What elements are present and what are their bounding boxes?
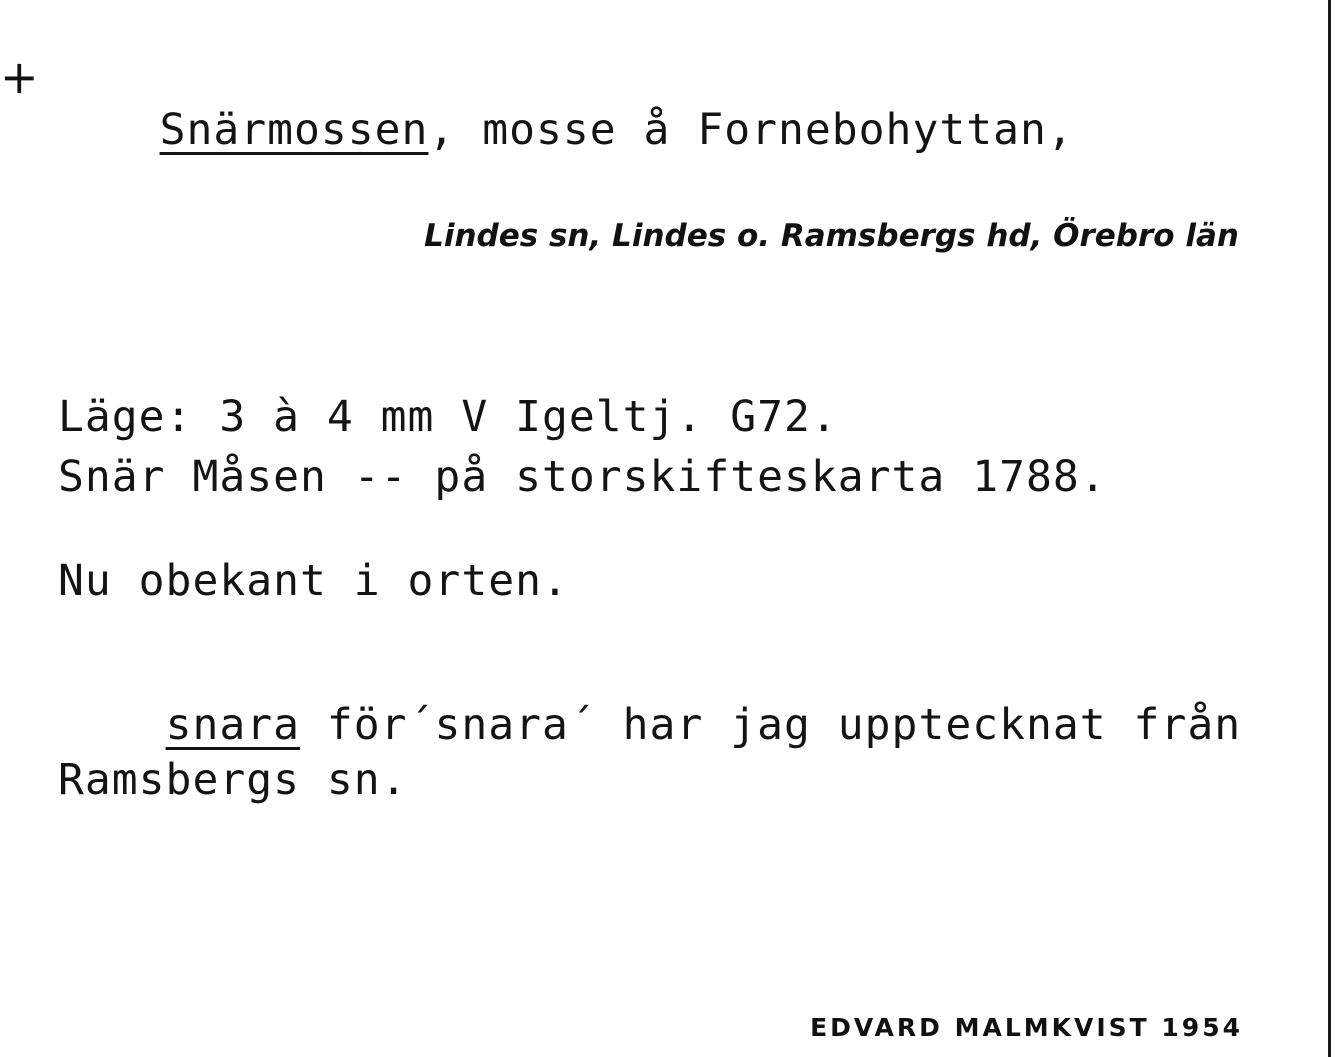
body-line-4-rest: för´snara´ har jag upptecknat från — [300, 700, 1242, 750]
body-line-5: Ramsbergs sn. — [58, 755, 408, 805]
signature: EDVARD MALMKVIST 1954 — [810, 1013, 1243, 1042]
card-heading — [52, 55, 1074, 205]
cross-mark: + — [0, 50, 39, 104]
card-edge-line — [1328, 0, 1331, 1057]
body-line-3: Nu obekant i orten. — [58, 556, 569, 606]
place-line: Lindes sn, Lindes o. Ramsbergs hd, Örebro län — [424, 218, 1239, 254]
headword: Snärmossen — [159, 105, 429, 155]
heading-rest: , mosse å Fornebohyttan, — [428, 105, 1074, 155]
body-line-2: Snär Måsen -- på storskifteskarta 1788. — [58, 452, 1107, 502]
body-line-1: Läge: 3 à 4 mm V Igeltj. G72. — [58, 392, 838, 442]
underlined-word: snara — [165, 700, 301, 750]
